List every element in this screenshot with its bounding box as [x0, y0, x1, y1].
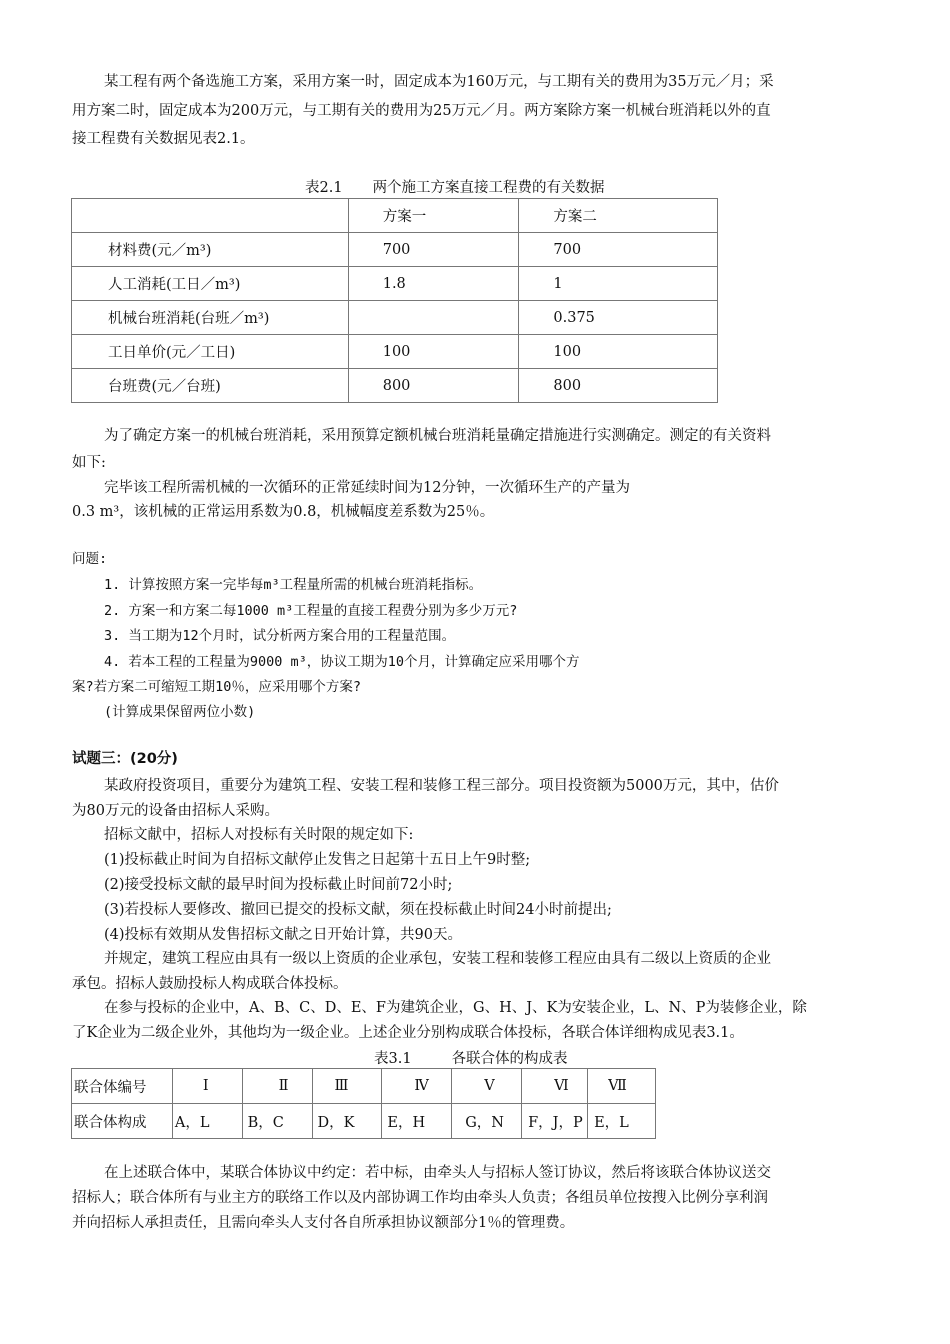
section3-rule-1: (1)投标截止时间为自招标文献停止发售之日起第十五日上午9时整;	[104, 852, 531, 868]
section3-p3a: 并规定，建筑工程应由具有一级以上资质的企业承包，安装工程和装修工程应由具有二级以上资质的企业	[104, 951, 771, 967]
table-cell: Ⅴ	[452, 1069, 522, 1104]
intro-line-1: 某工程有两个备选施工方案，采用方案一时，固定成本为160万元，与工期有关的费用为35万元／月；采	[104, 74, 774, 90]
table21	[71, 198, 718, 403]
table-row	[72, 233, 718, 267]
question-2: 2. 方案一和方案二每1000 m³工程量的直接工程费分别为多少万元?	[104, 603, 518, 619]
table21-caption-number: 表2.1	[305, 180, 343, 196]
table21-caption	[305, 176, 605, 197]
question-3: 3. 当工期为12个月时，试分析两方案合用的工程量范围。	[104, 628, 456, 644]
table-cell: 700	[519, 233, 718, 267]
table-cell: A，L	[172, 1104, 242, 1139]
table31-caption-number: 表3.1	[374, 1051, 412, 1067]
table-row	[72, 301, 718, 335]
table-cell: G，N	[452, 1104, 522, 1139]
section3-p2: 招标文献中，招标人对投标有关时限的规定如下:	[104, 827, 414, 843]
section3-rule-3: (3)若投标人要修改、撤回已提交的投标文献，须在投标截止时间24小时前提出;	[104, 902, 612, 918]
table-row	[72, 267, 718, 301]
measure-line-2: 如下:	[72, 455, 106, 471]
table-cell	[348, 301, 519, 335]
table-cell: D，K	[312, 1104, 382, 1139]
table31-caption-title: 各联合体的构成表	[451, 1051, 568, 1067]
table-cell: 工日单价(元／工日)	[72, 335, 349, 369]
table-cell: 台班费(元／台班)	[72, 369, 349, 403]
section3-rule-2: (2)接受投标文献的最早时间为投标截止时间前72小时;	[104, 877, 453, 893]
table-row	[72, 1069, 656, 1104]
table-header-cell	[72, 199, 349, 233]
table-cell: 700	[348, 233, 519, 267]
table-cell: 800	[348, 369, 519, 403]
table-cell: 100	[519, 335, 718, 369]
table-cell: 材料费(元／m³)	[72, 233, 349, 267]
table-cell: Ⅲ	[312, 1069, 382, 1104]
table-cell: 联合体构成	[72, 1104, 173, 1139]
section3-p3b: 承包。招标人鼓励投标人构成联合体投标。	[72, 976, 348, 992]
table-header-cell: 方案二	[519, 199, 718, 233]
measure-line-3: 完毕该工程所需机械的一次循环的正常延续时间为12分钟，一次循环生产的产量为	[104, 480, 630, 496]
table31	[71, 1068, 656, 1139]
table-row	[72, 335, 718, 369]
table-cell: 机械台班消耗(台班／m³)	[72, 301, 349, 335]
table-cell: 1.8	[348, 267, 519, 301]
section3-rule-4: (4)投标有效期从发售招标文献之日开始计算，共90天。	[104, 927, 462, 943]
table-row	[72, 199, 718, 233]
table-cell: E，H	[382, 1104, 452, 1139]
section3-title: 试题三：(20分)	[72, 751, 178, 767]
table-cell: E，L	[588, 1104, 656, 1139]
question-4a: 4. 若本工程的工程量为9000 m³，协议工期为10个月，计算确定应采用哪个方	[104, 654, 580, 670]
closing-line-1: 在上述联合体中，某联合体协议中约定：若中标，由牵头人与招标人签订协议，然后将该联合体协议送交	[104, 1165, 771, 1181]
table-cell: 联合体编号	[72, 1069, 173, 1104]
closing-line-2: 招标人；联合体所有与业主方的联络工作以及内部协调工作均由牵头人负责；各组员单位按搜入比例分享利润	[72, 1190, 768, 1206]
table-cell: 800	[519, 369, 718, 403]
table-cell: 100	[348, 335, 519, 369]
table-cell: 人工消耗(工日／m³)	[72, 267, 349, 301]
table-cell: 1	[519, 267, 718, 301]
table21-caption-title: 两个施工方案直接工程费的有关数据	[372, 180, 605, 196]
table-cell: Ⅵ	[522, 1069, 588, 1104]
table-cell: Ⅳ	[382, 1069, 452, 1104]
questions-label: 问题:	[72, 551, 108, 567]
section3-p1b: 为80万元的设备由招标人采购。	[72, 803, 279, 819]
questions-note: (计算成果保留两位小数)	[104, 704, 256, 720]
closing-line-3: 并向招标人承担责任，且需向牵头人支付各自所承担协议额部分1％的管理费。	[72, 1215, 575, 1231]
intro-line-2: 用方案二时，固定成本为200万元，与工期有关的费用为25万元／月。两方案除方案一机械台班消耗以外的直	[72, 103, 771, 119]
intro-line-3: 接工程费有关数据见表2.1。	[72, 131, 255, 147]
table-row	[72, 369, 718, 403]
measure-line-1: 为了确定方案一的机械台班消耗，采用预算定额机械台班消耗量确定措施进行实测确定。测定的有关资料	[104, 428, 771, 444]
table-cell: Ⅱ	[242, 1069, 312, 1104]
section3-p4a: 在参与投标的企业中，A、B、C、D、E、F为建筑企业，G、H、J、K为安装企业，L、N、P为装修企业，除	[104, 1000, 807, 1016]
section3-p4b: 了K企业为二级企业外，其他均为一级企业。上述企业分别构成联合体投标，各联合体详细构成见表3.1。	[72, 1025, 744, 1041]
table-row	[72, 1104, 656, 1139]
table-cell: Ⅰ	[172, 1069, 242, 1104]
table-header-cell: 方案一	[348, 199, 519, 233]
table31-caption	[374, 1047, 568, 1068]
table-cell: B，C	[242, 1104, 312, 1139]
question-4b: 案?若方案二可缩短工期10％，应采用哪个方案?	[72, 679, 362, 695]
table-cell: Ⅶ	[588, 1069, 656, 1104]
section3-p1a: 某政府投资项目，重要分为建筑工程、安装工程和装修工程三部分。项目投资额为5000万元，其中，估价	[104, 778, 779, 794]
table-cell: 0.375	[519, 301, 718, 335]
question-1: 1. 计算按照方案一完毕每m³工程量所需的机械台班消耗指标。	[104, 577, 483, 593]
measure-line-4: 0.3 m³，该机械的正常运用系数为0.8，机械幅度差系数为25％。	[72, 504, 495, 520]
table-cell: F，J，P	[522, 1104, 588, 1139]
